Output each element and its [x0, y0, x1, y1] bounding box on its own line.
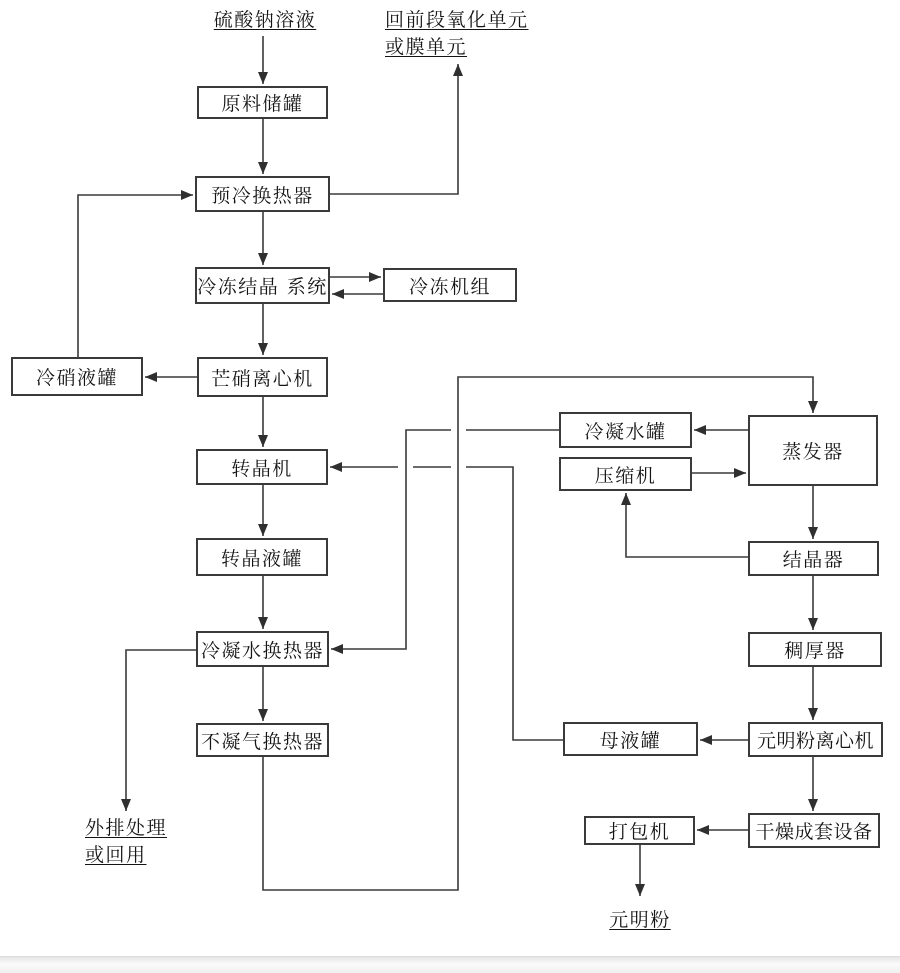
node-freezing-unit: 冷冻机组	[383, 268, 517, 302]
node-baling-machine: 打包机	[584, 816, 695, 845]
node-compressor: 压缩机	[559, 457, 692, 491]
feed-label-text: 硫酸钠溶液	[213, 9, 317, 31]
node-crystal-conversion-machine: 转晶机	[196, 449, 328, 485]
label-return-to-oxidation-or-membrane-unit	[385, 7, 555, 61]
node-mother-liquor-tank: 母液罐	[563, 722, 698, 756]
product-label-text: 元明粉	[609, 909, 671, 931]
node-freezing-crystallization-system: 冷冻结晶 系统	[195, 267, 330, 304]
node-evaporator: 蒸发器	[748, 415, 878, 486]
node-condensate-heat-exchanger: 冷凝水换热器	[196, 631, 329, 667]
node-cold-nitrate-liquor-tank: 冷硝液罐	[11, 357, 143, 396]
return-label-line2: 或膜单元	[385, 36, 468, 58]
node-glauber-salt-centrifuge: 元明粉离心机	[748, 722, 883, 757]
node-thickener: 稠厚器	[748, 632, 882, 667]
window-bottom-band	[0, 956, 900, 973]
node-crystal-conversion-liquor-tank: 转晶液罐	[196, 538, 328, 576]
node-precooling-heat-exchanger: 预冷换热器	[195, 176, 330, 212]
label-sodium-sulfate-feed	[190, 7, 340, 34]
node-condensate-water-tank: 冷凝水罐	[559, 412, 692, 448]
label-glauber-salt-product	[595, 907, 685, 934]
discharge-label-line1: 外排处理	[85, 817, 168, 839]
node-raw-material-tank: 原料储罐	[197, 86, 328, 119]
label-external-discharge-or-reuse	[85, 815, 205, 869]
return-label-line1: 回前段氧化单元	[385, 9, 529, 31]
discharge-label-line2: 或回用	[85, 844, 147, 866]
node-drying-complete-equipment: 干燥成套设备	[748, 813, 880, 848]
node-mirabilite-centrifuge: 芒硝离心机	[197, 357, 328, 397]
node-noncondensable-gas-heat-exchanger: 不凝气换热器	[196, 723, 329, 757]
node-crystallizer: 结晶器	[748, 541, 879, 576]
